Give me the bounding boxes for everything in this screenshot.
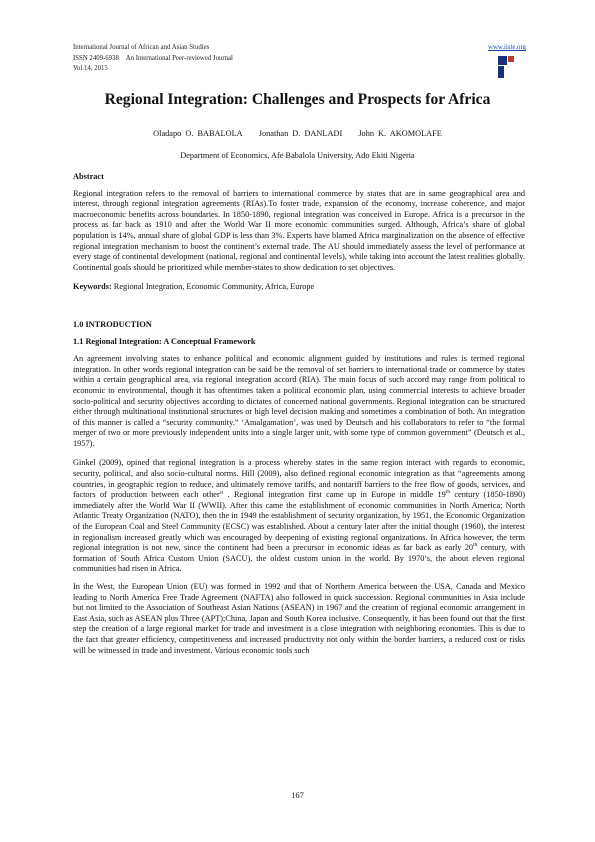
affiliation: Department of Economics, Afe Babalola University, Ado Ekiti Nigeria <box>180 151 415 160</box>
author-list <box>40 128 555 139</box>
issn: ISSN 2409-6938 <box>73 54 119 62</box>
paper-body <box>73 172 525 656</box>
website-link[interactable]: www.iiste.org <box>488 44 526 51</box>
body-paragraph <box>73 458 525 575</box>
journal-header <box>73 43 233 75</box>
logo-square <box>498 66 504 78</box>
body-paragraph: In the West, the European Union (EU) was formed in 1992 and that of Northern America between the USA, Canada and Mexico leading to North America Free Trade Agreement (NAFTA) also followed in quick succession. Regional communities in Asia include but not limited to the Association of Southeast Asian Nations (ASEAN) in 1967 and the creation of regional economic arrangement in East Asia, such as ASEAN plus Three (APT);China, Japan and South Korea inclusive. Consequently, it has been found out that the first step the creation of a large regional market for trade and investment is a close integration with neighboring economies. This is due to the fact that greater efficiency, competitiveness and increased productivity not only within the border barriers, a reduced cost or risks will be witnessed in trade and investment. Various economic tools such <box>73 582 525 655</box>
text-run: century, with formation of South Africa Custom Union (SACU), the oldest custom union in the world. By 1970’s, the about eleven regional communities had risen in Africa. <box>73 543 525 574</box>
logo-square <box>508 56 514 62</box>
superscript: th <box>445 489 451 496</box>
page-number: 167 <box>291 791 304 800</box>
journal-volume: Vol.14, 2015 <box>73 65 108 72</box>
superscript: th <box>473 542 478 549</box>
journal-header-right <box>488 43 526 54</box>
abstract-text: Regional integration refers to the removal of barriers to international commerce by states that are in same geographical area and interest, through regional integration agreements (RIAs).To foster trade, expansion of the economy, increase coherence, and major macroeconomic benefits across boundaries. In 1850-1890, regional integration was conceived in Europe. Africa is a precursor in the process as far back as 1910 and after the World War II more economic communities surged. Although, Africa’s share of global population is 14%, annual share of global GDP is less than 3%. Experts have blamed Africa marginalization on the absence of effective regional integration mechanism to boost the continent’s external trade. The AU should immediately assess the level of performance at every stage of continental development (national, regional and continental levels), while taking into account the latest realities globally. Continental goals should be prioritized while member-states to show dedication to set objectives. <box>73 188 525 272</box>
peer-review-note: An International Peer-reviewed Journal <box>125 54 233 62</box>
author-name: Oladapo O. BABALOLA <box>153 129 243 138</box>
author-name: John K. AKOMOLAFE <box>358 129 442 138</box>
keywords-text: Regional Integration, Economic Community, Africa, Europe <box>113 282 315 292</box>
subsection-heading: 1.1 Regional Integration: A Conceptual Framework <box>73 336 256 346</box>
paper-title: Regional Integration: Challenges and Prospects for Africa <box>104 91 491 108</box>
abstract-heading: Abstract <box>73 172 104 181</box>
author-name: Jonathan D. DANLADI <box>258 129 343 138</box>
journal-name: International Journal of African and Asian Studies <box>73 44 210 51</box>
body-paragraph: An agreement involving states to enhance political and economic alignment guided by institutions and rules is termed regional integration. In other words regional integration can be said be the removal of set barriers to international trade or commerce by states within a certain geographical area, via regional integration accord (RIA). The main focus of such accord may range from political to economic to environmental, though it has oftentimes taken a political economic plan, using commercial interests to achieve broader socio-political and security objectives according to dictates of concerned national governments. Regional integration can be structured either through multinational institutional structures or high level decision making and sometimes a combination of both. An integration of this manner is called a “security community.” ‘Amalgamation’, was used by Deutsch and his collaborators to refer to “the formal merger of two or more previously independent units into a single larger unit, with some type of common government” (Deutsch et al., 1957). <box>73 354 525 448</box>
section-heading: 1.0 INTRODUCTION <box>73 319 152 329</box>
text-run: century (1850-1890) immediately after the World War II (WWII). After this came the establishment of economic communities in North America; North Atlantic Treaty Organization (NATO), then the in 1949 the establishment of security organization, by 1951, the Economic Organization of the European Coal and Steel Community (ECSC) was established. About a century later after the initial thought (1960), the interest in regionalism increased greatly which was encouraged by deepening of existing regional organizations. In Africa however, the term regional integration is not new, since the continent had been a precursor in economic ideas as far back as early 20 <box>73 490 525 553</box>
keywords-label: Keywords: <box>73 282 112 292</box>
keywords <box>73 282 525 293</box>
logo-square <box>498 56 507 65</box>
journal-issn <box>73 54 233 65</box>
iiste-logo-icon <box>498 56 524 78</box>
text-run: Ginkel (2009), opined that regional integration is a process whereby states in the same region interact with regards to economic, security, political, and also socio-cultural norms. Hill (2009), also defined regional economic integration as that “agreements among countries, in geographic region to reduce, and ultimately remove tariffs, and nontariff barriers to the free flow of goods, services, and factors of production between each other” . Regional integration first came up in Europe in middle 19 <box>73 458 525 500</box>
